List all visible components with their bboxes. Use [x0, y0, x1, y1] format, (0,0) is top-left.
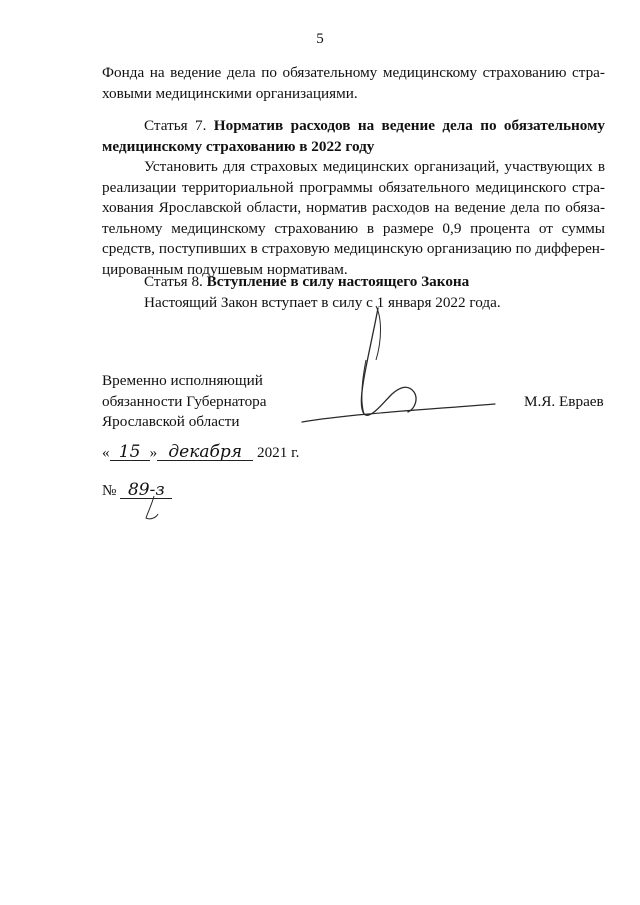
- handwritten-signature: [290, 300, 500, 430]
- article-7-body: [102, 157, 605, 280]
- article-8-text: Настоящий Закон вступает в силу с 1 января 2022 года.: [144, 294, 501, 311]
- text-line: ховыми медицинскими организациями.: [102, 84, 358, 102]
- article-7-heading-line-2: [102, 137, 605, 158]
- signing-date: [102, 444, 299, 462]
- position-line: Временно исполняющий: [102, 372, 263, 389]
- intro-paragraph: [102, 63, 605, 104]
- position-line: обязанности Губернатора: [102, 392, 267, 410]
- article-7-title-line-2: медицинскому страхованию в 2022 году: [102, 137, 375, 155]
- signatory-name: М.Я. Евраев: [524, 393, 604, 410]
- article-7-heading: [102, 116, 605, 157]
- date-year: 2021 г.: [256, 444, 300, 461]
- page-number: 5: [316, 31, 324, 47]
- text-line: средств, поступивших в страховую медицинскую организацию по дифферен-: [102, 240, 605, 257]
- article-8-prefix: Статья 8.: [144, 273, 203, 290]
- date-close-quote: »: [149, 444, 158, 461]
- text-line: тельному медицинскому страхованию в размере 0,9 процента от суммы: [102, 219, 605, 237]
- text-line: цированным подушевым нормативам.: [102, 260, 348, 278]
- text-line: Установить для страховых медицинских организаций, участвующих в: [144, 158, 605, 175]
- article-8-title: Вступление в силу настоящего Закона: [206, 273, 470, 290]
- signatory-position: [102, 371, 267, 433]
- article-7-prefix: Статья 7.: [144, 117, 207, 134]
- number-handwriting-tail: [140, 494, 170, 524]
- text-line: реализации территориальной программы обязательного медицинского стра-: [102, 178, 605, 196]
- text-line: хования Ярославской области, норматив расходов на ведение дела по обяза-: [102, 199, 605, 216]
- date-open-quote: «: [102, 444, 110, 461]
- number-value: 89-з: [120, 482, 172, 499]
- position-line: Ярославской области: [102, 413, 240, 430]
- article-8-heading-line: [102, 272, 605, 293]
- date-month: декабря: [157, 444, 253, 461]
- article-7-heading-line-1: [102, 116, 605, 137]
- text-line: Фонда на ведение дела по обязательному медицинскому страхованию стра-: [102, 64, 605, 81]
- number-label: №: [102, 482, 117, 499]
- date-day: 15: [110, 444, 150, 461]
- article-7-title-line-1: Норматив расходов на ведение дела по обязательному: [213, 117, 606, 134]
- article-8-heading: [102, 272, 605, 293]
